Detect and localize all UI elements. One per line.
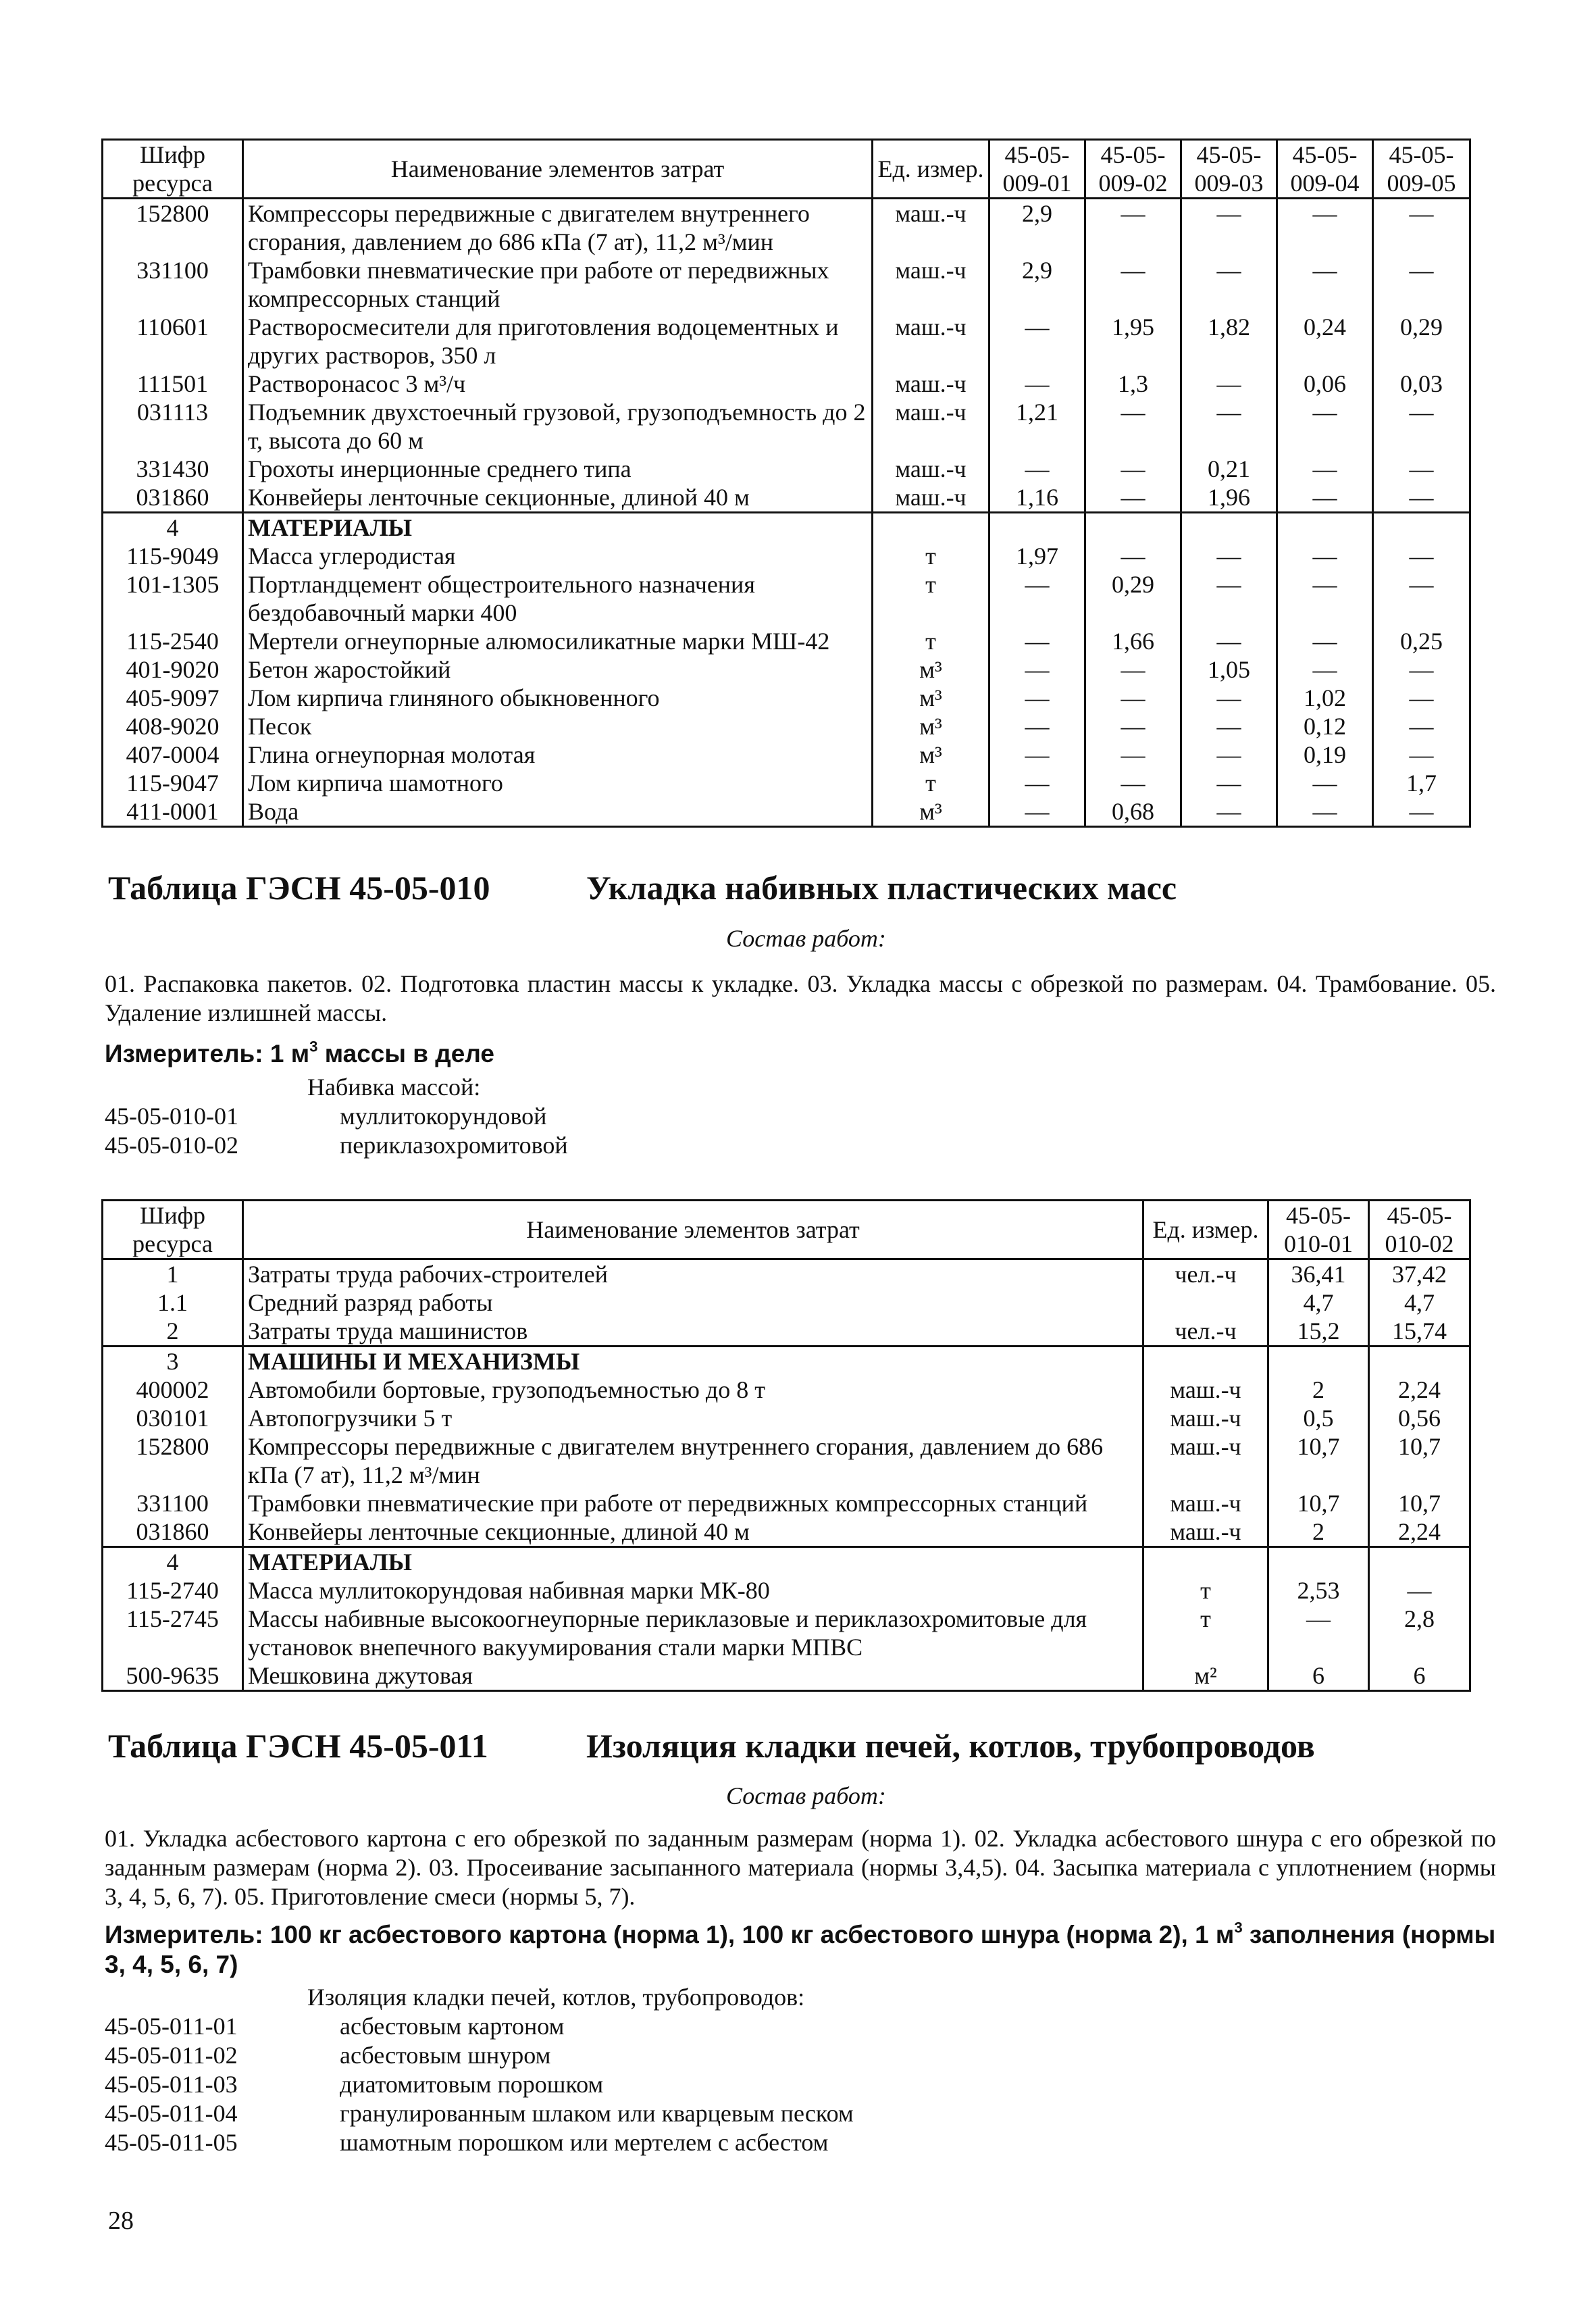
norm-value: 1,95 (1085, 313, 1181, 370)
table-row (103, 455, 1470, 483)
table-row (103, 542, 1470, 570)
norm-value: — (1181, 256, 1277, 313)
norm-value: 15,74 (1392, 1317, 1447, 1344)
norm-value: 0,19 (1277, 740, 1373, 769)
unit: маш.-ч (873, 199, 989, 257)
norm-value: 1,21 (989, 398, 1085, 455)
norm-value: 0,12 (1277, 712, 1373, 740)
norm-value: 1,66 (1085, 627, 1181, 655)
work-composition-text: 01. Укладка асбестового картона с его обрезкой по заданным размерам (норма 1). 02. Укладка асбестового шнура с его обрезкой по заданным размерам (норма 2). 03. Просеивание засыпанного материала (нормы 3,4,5). 04. Засыпка материала с уплотнением (нормы 3, 4, 5, 6, 7). 05. Приготовление смеси (нормы 5, 7). (105, 1825, 1496, 1910)
norm-value: — (1409, 656, 1434, 683)
norm-value: — (989, 455, 1085, 483)
norm-value (1268, 1347, 1369, 1376)
resource-code: 4 (103, 1547, 243, 1577)
table-row (103, 1432, 1470, 1489)
norm-value (1373, 513, 1470, 543)
norm-item (105, 2041, 1496, 2070)
resource-name: Песок (243, 712, 873, 740)
norm-value: 1,3 (1085, 370, 1181, 398)
norm-value: — (1277, 398, 1373, 455)
table-row (103, 797, 1470, 827)
norm-value: — (1085, 769, 1181, 797)
resource-code: 152800 (103, 1432, 243, 1489)
table-row (103, 627, 1470, 655)
norm-value: — (1181, 712, 1277, 740)
table-row (103, 1605, 1470, 1661)
norm-value (1369, 1547, 1470, 1577)
norm-value: 0,21 (1181, 455, 1277, 483)
norm-description: периклазохромитовой (340, 1132, 568, 1159)
column-header-name: Наименование элементов затрат (243, 140, 873, 199)
resource-name: Глина огнеупорная молотая (243, 740, 873, 769)
resource-code: 152800 (103, 199, 243, 257)
column-header-norm: 45-05-009-02 (1085, 140, 1181, 199)
unit: маш.-ч (873, 370, 989, 398)
resource-code: 1 (103, 1259, 243, 1289)
norm-value: 2,53 (1268, 1576, 1369, 1605)
norm-value: — (1409, 399, 1434, 426)
resource-name: Компрессоры передвижные с двигателем внутреннего сгорания, давлением до 686 кПа (7 ат), 11,2 м³/мин (243, 199, 873, 257)
norm-item (105, 2128, 1496, 2157)
norm-value: — (1181, 199, 1277, 257)
resource-code: 101-1305 (103, 570, 243, 627)
resource-name: Мертели огнеупорные алюмосиликатные марки МШ-42 (243, 627, 873, 655)
norm-value: 2,9 (989, 199, 1085, 257)
norm-code: 45-05-011-05 (105, 2129, 238, 2156)
column-header-norm: 45-05-009-05 (1387, 141, 1456, 197)
norm-value: — (1409, 484, 1434, 511)
table-row (103, 740, 1470, 769)
resource-name: Лом кирпича шамотного (243, 769, 873, 797)
norm-value: — (1085, 712, 1181, 740)
table-row (103, 199, 1470, 257)
table-row (103, 1376, 1470, 1404)
resource-code: 411-0001 (103, 797, 243, 827)
norm-value: 10,7 (1398, 1433, 1441, 1460)
norm-value: — (1409, 200, 1434, 227)
norm-list-intro: Набивка массой: (307, 1074, 481, 1101)
resource-code: 2 (103, 1317, 243, 1347)
norm-value: 2 (1268, 1517, 1369, 1547)
norm-code: 45-05-011-02 (105, 2042, 238, 2069)
table-row (103, 1259, 1470, 1289)
column-header-unit: Ед. измер. (873, 140, 989, 199)
unit: м³ (873, 655, 989, 684)
resource-code: 110601 (103, 313, 243, 370)
section-title: МАТЕРИАЛЫ (243, 513, 873, 543)
resource-code: 031860 (103, 1517, 243, 1547)
column-header-unit: Ед. измер. (1143, 1201, 1268, 1259)
norm-value: — (1085, 256, 1181, 313)
norm-value: — (1277, 455, 1373, 483)
norm-value: — (1277, 199, 1373, 257)
norm-list (105, 1073, 1496, 1160)
norm-value: 4,7 (1404, 1289, 1435, 1316)
resource-code: 331430 (103, 455, 243, 483)
resource-name: Растворосмесители для приготовления водоцементных и других растворов, 350 л (243, 313, 873, 370)
unit: м³ (873, 684, 989, 712)
norm-value: 2,8 (1404, 1605, 1435, 1632)
table-row (103, 1404, 1470, 1432)
resource-name: Растворонасос 3 м³/ч (243, 370, 873, 398)
norm-description: гранулированным шлаком или кварцевым песком (340, 2100, 854, 2127)
norm-value: 2,24 (1398, 1376, 1441, 1403)
unit: маш.-ч (1143, 1404, 1268, 1432)
norm-value: — (1181, 398, 1277, 455)
norm-value (989, 513, 1085, 543)
norm-value: — (1277, 797, 1373, 827)
norm-value: 0,5 (1268, 1404, 1369, 1432)
norm-value: 0,24 (1277, 313, 1373, 370)
norm-list-intro: Изоляция кладки печей, котлов, трубопроводов: (307, 1984, 805, 2011)
norm-value: — (1277, 655, 1373, 684)
norm-value: — (1277, 542, 1373, 570)
table-label: Таблица ГЭСН 45-05-010 (108, 869, 490, 907)
norm-value: — (1277, 483, 1373, 513)
norm-value: — (1181, 797, 1277, 827)
resource-code: 331100 (103, 1489, 243, 1517)
norm-value: — (989, 684, 1085, 712)
resource-code: 115-2745 (103, 1605, 243, 1661)
column-header-code: Шифр ресурса (103, 140, 243, 199)
resource-table-45-05-009 (101, 139, 1471, 828)
work-composition-label: Состав работ: (726, 925, 886, 952)
norm-value: — (1407, 1577, 1432, 1604)
table-row (103, 1576, 1470, 1605)
column-header-norm: 45-05-009-01 (989, 140, 1085, 199)
norm-value: — (989, 712, 1085, 740)
resource-table-45-05-010 (101, 1199, 1471, 1692)
resource-name: Затраты труда рабочих-строителей (243, 1259, 1143, 1289)
resource-name: Затраты труда машинистов (243, 1317, 1143, 1347)
resource-code: 1.1 (103, 1288, 243, 1317)
norm-value: 0,56 (1398, 1405, 1441, 1432)
norm-value: — (1409, 798, 1434, 825)
unit: маш.-ч (1143, 1432, 1268, 1489)
norm-value: 1,96 (1181, 483, 1277, 513)
section-row (103, 1347, 1470, 1376)
table-title: Изоляция кладки печей, котлов, трубопроводов (586, 1727, 1315, 1765)
resource-code: 111501 (103, 370, 243, 398)
norm-code: 45-05-010-02 (105, 1132, 238, 1159)
norm-value: 36,41 (1268, 1259, 1369, 1289)
norm-value: 2 (1268, 1376, 1369, 1404)
resource-name: Масса муллитокорундовая набивная марки МК-80 (243, 1576, 1143, 1605)
norm-value: — (1181, 370, 1277, 398)
resource-name: Автомобили бортовые, грузоподъемностью до 8 т (243, 1376, 1143, 1404)
norm-value (1085, 513, 1181, 543)
unit (1143, 1288, 1268, 1317)
unit: м³ (873, 712, 989, 740)
norm-value: 6 (1413, 1662, 1426, 1689)
norm-value: — (989, 570, 1085, 627)
norm-value: — (1409, 571, 1434, 598)
norm-value: — (1181, 627, 1277, 655)
norm-item (105, 1102, 1496, 1131)
unit: маш.-ч (873, 398, 989, 455)
norm-value: 1,97 (989, 542, 1085, 570)
norm-value: 0,68 (1085, 797, 1181, 827)
resource-code: 331100 (103, 256, 243, 313)
table-title: Укладка набивных пластических масс (586, 869, 1177, 907)
norm-value (1181, 513, 1277, 543)
norm-value: — (1409, 684, 1434, 711)
norm-value: — (1085, 199, 1181, 257)
norm-item (105, 1131, 1496, 1160)
resource-code: 4 (103, 513, 243, 543)
unit: маш.-ч (1143, 1517, 1268, 1547)
column-header-norm: 45-05-010-02 (1385, 1202, 1454, 1257)
norm-value: 0,29 (1400, 313, 1443, 341)
norm-value: — (1181, 542, 1277, 570)
resource-name: Компрессоры передвижные с двигателем внутреннего сгорания, давлением до 686 кПа (7 ат), 11,2 м³/мин (243, 1432, 1143, 1489)
resource-name: Конвейеры ленточные секционные, длиной 40 м (243, 483, 873, 513)
resource-name: Средний разряд работы (243, 1288, 1143, 1317)
resource-name: Бетон жаростойкий (243, 655, 873, 684)
norm-value: — (1277, 256, 1373, 313)
resource-name: Конвейеры ленточные секционные, длиной 40 м (243, 1517, 1143, 1547)
work-composition-label: Состав работ: (726, 1782, 886, 1809)
table-row (103, 1288, 1470, 1317)
norm-value: — (1277, 570, 1373, 627)
norm-value: 0,29 (1085, 570, 1181, 627)
table-row (103, 769, 1470, 797)
norm-value: — (1409, 257, 1434, 284)
resource-code: 3 (103, 1347, 243, 1376)
unit (873, 513, 989, 543)
norm-value: — (989, 769, 1085, 797)
norm-value: 10,7 (1268, 1489, 1369, 1517)
norm-value: 0,06 (1277, 370, 1373, 398)
page-number: 28 (108, 2207, 134, 2235)
table-row (103, 712, 1470, 740)
norm-value: 0,25 (1400, 628, 1443, 655)
unit: маш.-ч (873, 313, 989, 370)
table-row (103, 370, 1470, 398)
resource-code: 030101 (103, 1404, 243, 1432)
table-label: Таблица ГЭСН 45-05-011 (108, 1727, 488, 1765)
norm-code: 45-05-011-03 (105, 2071, 238, 2098)
norm-value: — (1181, 570, 1277, 627)
unit: чел.-ч (1143, 1317, 1268, 1347)
unit: т (873, 769, 989, 797)
resource-code: 031860 (103, 483, 243, 513)
unit: м³ (873, 740, 989, 769)
table-row (103, 684, 1470, 712)
table-header-row (103, 140, 1470, 199)
resource-code: 115-9047 (103, 769, 243, 797)
unit: т (873, 570, 989, 627)
unit: м³ (873, 797, 989, 827)
norm-value: — (1085, 684, 1181, 712)
resource-code: 401-9020 (103, 655, 243, 684)
norm-list (105, 1983, 1496, 2157)
column-header-norm: 45-05-009-03 (1181, 140, 1277, 199)
norm-value: 37,42 (1392, 1261, 1447, 1288)
table-row (103, 256, 1470, 313)
resource-name: Автопогрузчики 5 т (243, 1404, 1143, 1432)
table-row (103, 1489, 1470, 1517)
norm-value: — (1277, 769, 1373, 797)
norm-code: 45-05-010-01 (105, 1103, 238, 1130)
norm-value: 15,2 (1268, 1317, 1369, 1347)
norm-description: асбестовым картоном (340, 2013, 565, 2040)
norm-code: 45-05-011-04 (105, 2100, 238, 2127)
norm-value: 1,7 (1406, 770, 1437, 797)
resource-code: 115-2740 (103, 1576, 243, 1605)
norm-value: 1,16 (989, 483, 1085, 513)
norm-item (105, 2099, 1496, 2128)
resource-name: Вода (243, 797, 873, 827)
norm-value: 10,7 (1268, 1432, 1369, 1489)
resource-name: Грохоты инерционные среднего типа (243, 455, 873, 483)
section-row (103, 513, 1470, 543)
column-header-name: Наименование элементов затрат (243, 1201, 1143, 1259)
norm-value: — (1085, 655, 1181, 684)
resource-name: Масса углеродистая (243, 542, 873, 570)
resource-name: Трамбовки пневматические при работе от передвижных компрессорных станций (243, 256, 873, 313)
norm-value: — (1268, 1605, 1369, 1661)
section-row (103, 1547, 1470, 1577)
column-header-code: Шифр ресурса (103, 1201, 243, 1259)
norm-value: 4,7 (1268, 1288, 1369, 1317)
norm-description: шамотным порошком или мертелем с асбестом (340, 2129, 829, 2156)
norm-value: 10,7 (1398, 1490, 1441, 1517)
norm-value: — (989, 370, 1085, 398)
norm-value: — (1409, 713, 1434, 740)
unit: маш.-ч (1143, 1376, 1268, 1404)
norm-value (1268, 1547, 1369, 1577)
table-row (103, 483, 1470, 513)
norm-value: — (1277, 627, 1373, 655)
resource-name: Массы набивные высокоогнеупорные периклазовые и периклазохромитовые для установок внепечного вакуумирования стали марки МПВС (243, 1605, 1143, 1661)
unit: чел.-ч (1143, 1259, 1268, 1289)
norm-item (105, 2012, 1496, 2041)
norm-code: 45-05-011-01 (105, 2013, 238, 2040)
table-row (103, 570, 1470, 627)
measure-unit (105, 1039, 1496, 1069)
resource-code: 500-9635 (103, 1661, 243, 1691)
section-title: МАШИНЫ И МЕХАНИЗМЫ (243, 1347, 1143, 1376)
unit: маш.-ч (873, 256, 989, 313)
unit: т (1143, 1605, 1268, 1661)
norm-value: — (1409, 741, 1434, 768)
norm-value: — (1409, 455, 1434, 482)
norm-value: 1,82 (1181, 313, 1277, 370)
norm-value: — (1181, 769, 1277, 797)
table-row (103, 1661, 1470, 1691)
norm-description: асбестовым шнуром (340, 2042, 551, 2069)
norm-value: — (989, 627, 1085, 655)
resource-code: 115-9049 (103, 542, 243, 570)
norm-value: — (1085, 483, 1181, 513)
resource-code: 405-9097 (103, 684, 243, 712)
work-composition-text: 01. Распаковка пакетов. 02. Подготовка пластин массы к укладке. 03. Укладка массы с обрезкой по размерам. 04. Трамбование. 05. Удаление излишней массы. (105, 970, 1496, 1026)
table-row (103, 1517, 1470, 1547)
unit: м² (1143, 1661, 1268, 1691)
norm-value: 2,9 (989, 256, 1085, 313)
resource-code: 115-2540 (103, 627, 243, 655)
column-header-norm: 45-05-010-01 (1268, 1201, 1369, 1259)
unit: т (1143, 1576, 1268, 1605)
norm-value (1369, 1347, 1470, 1376)
column-header-norm: 45-05-009-04 (1277, 140, 1373, 199)
section-title: МАТЕРИАЛЫ (243, 1547, 1143, 1577)
resource-code: 400002 (103, 1376, 243, 1404)
norm-value: — (989, 313, 1085, 370)
unit: маш.-ч (873, 483, 989, 513)
norm-value: — (1085, 398, 1181, 455)
resource-name: Портландцемент общестроительного назначения бездобавочный марки 400 (243, 570, 873, 627)
norm-value: 1,05 (1181, 655, 1277, 684)
unit: маш.-ч (1143, 1489, 1268, 1517)
norm-value: — (1085, 455, 1181, 483)
norm-value: — (1181, 684, 1277, 712)
table-row (103, 313, 1470, 370)
norm-value: — (1409, 543, 1434, 570)
unit (1143, 1547, 1268, 1577)
unit: маш.-ч (873, 455, 989, 483)
norm-value: — (989, 797, 1085, 827)
measure-text: Измеритель: 100 кг асбестового картона (норма 1), 100 кг асбестового шнура (норма 2), 1 $м^3$ заполнения (нормы 3, 4, 5, 6, 7) (105, 1919, 1496, 1978)
norm-value: — (989, 740, 1085, 769)
norm-description: муллитокорундовой (340, 1103, 547, 1130)
norm-value: — (1085, 740, 1181, 769)
norm-value: 1,02 (1277, 684, 1373, 712)
norm-value (1277, 513, 1373, 543)
unit (1143, 1347, 1268, 1376)
norm-value: 2,24 (1398, 1518, 1441, 1545)
norm-value: — (989, 655, 1085, 684)
norm-value: 0,03 (1400, 370, 1443, 397)
unit: т (873, 542, 989, 570)
unit: т (873, 627, 989, 655)
norm-description: диатомитовым порошком (340, 2071, 604, 2098)
measure-unit (105, 1920, 1496, 1980)
resource-name: Трамбовки пневматические при работе от передвижных компрессорных станций (243, 1489, 1143, 1517)
resource-name: Лом кирпича глиняного обыкновенного (243, 684, 873, 712)
resource-code: 408-9020 (103, 712, 243, 740)
table-row (103, 655, 1470, 684)
norm-value: 6 (1268, 1661, 1369, 1691)
norm-value: — (1085, 542, 1181, 570)
norm-item (105, 2070, 1496, 2099)
resource-name: Мешковина джутовая (243, 1661, 1143, 1691)
measure-text: Измеритель: 1 $м^3$ массы в деле (105, 1038, 494, 1067)
norm-value: — (1181, 740, 1277, 769)
resource-code: 407-0004 (103, 740, 243, 769)
table-row (103, 1317, 1470, 1347)
resource-code: 031113 (103, 398, 243, 455)
resource-name: Подъемник двухстоечный грузовой, грузоподъемность до 2 т, высота до 60 м (243, 398, 873, 455)
table-row (103, 398, 1470, 455)
table-header-row (103, 1201, 1470, 1259)
